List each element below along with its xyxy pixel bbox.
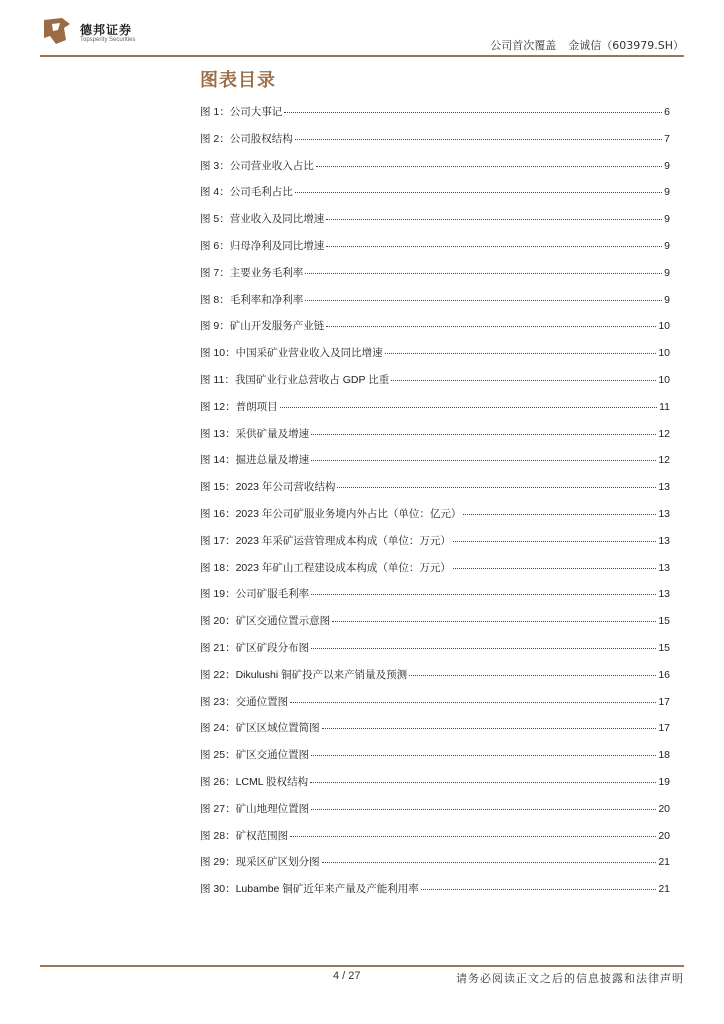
toc-entry[interactable] [200,426,670,453]
toc-entry-label: 图 6：归母净利及同比增速 [200,239,325,252]
toc-dot-leader [311,459,656,461]
company-ticker: 金诚信（603979.SH） [568,39,684,52]
page-number: 4 / 27 [333,970,361,982]
toc-dot-leader [311,433,656,435]
toc-entry[interactable] [200,828,670,855]
logo-name: 德邦证券 [80,23,133,37]
toc-entry[interactable] [200,479,670,506]
toc-dot-leader [305,299,662,301]
header-divider [40,55,684,57]
toc-entry-label: 图 21：矿区矿段分布图 [200,641,310,654]
toc-dot-leader [295,191,662,193]
toc-dot-leader [311,647,656,649]
toc-entry-page: 10 [658,373,670,386]
toc-entry-label: 图 20：矿区交通位置示意图 [200,615,331,628]
toc-entry[interactable] [200,158,670,185]
toc-entry[interactable] [200,720,670,747]
toc-dot-leader [290,835,656,837]
footer-divider [40,965,684,967]
toc-entry-label: 图 2：公司股权结构 [200,132,293,145]
toc-entry-label: 图 29：现采区矿区划分图 [200,856,320,869]
toc-entry-page: 15 [658,641,670,654]
toc-entry-page: 7 [664,132,670,145]
toc-entry-page: 6 [664,106,670,118]
toc-entry-page: 21 [658,856,670,869]
toc-entry-label: 图 22：Dikulushi 铜矿投产以来产销量及预测 [200,668,408,681]
toc-entry-page: 15 [658,615,670,628]
toc-entry-page: 10 [658,320,670,333]
header-doc-info [490,37,684,53]
toc-entry-label: 图 7：主要业务毛利率 [200,266,304,279]
toc-entry-page: 19 [658,775,670,788]
toc-entry[interactable] [200,747,670,774]
toc-dot-leader [391,379,656,381]
toc-entry-page: 9 [664,293,670,306]
toc-entry-page: 13 [658,507,670,520]
toc-entry[interactable] [200,506,670,533]
toc-entry[interactable] [200,104,670,131]
toc-entry[interactable] [200,292,670,319]
toc-entry-page: 10 [658,347,670,360]
toc-entry-label: 图 28：矿权范围图 [200,829,289,842]
toc-entry[interactable] [200,399,670,426]
toc-title: 图表目录 [200,70,276,91]
toc-dot-leader [311,808,656,810]
toc-entry-label: 图 26：LCML 股权结构 [200,775,309,788]
toc-entry-label: 图 16：2023 年公司矿服业务境内外占比（单位：亿元） [200,507,462,520]
toc-dot-leader [316,165,662,167]
toc-entry-label: 图 19：公司矿服毛利率 [200,588,310,601]
figure-toc-list [200,104,670,908]
toc-dot-leader [453,540,656,542]
toc-entry-page: 13 [658,588,670,601]
toc-dot-leader [295,138,662,140]
toc-entry[interactable] [200,667,670,694]
toc-entry-label: 图 10：中国采矿业营业收入及同比增速 [200,347,383,360]
toc-entry[interactable] [200,211,670,238]
toc-entry-label: 图 30：Lubambe 铜矿近年来产量及产能利用率 [200,883,419,896]
toc-entry-page: 9 [664,186,670,199]
toc-dot-leader [409,674,656,676]
toc-dot-leader [421,888,657,890]
toc-dot-leader [284,111,662,113]
toc-entry[interactable] [200,694,670,721]
toc-entry-label: 图 27：矿山地理位置图 [200,802,310,815]
toc-entry-page: 12 [658,427,670,440]
toc-entry-page: 18 [658,749,670,762]
toc-entry[interactable] [200,801,670,828]
toc-entry-label: 图 12：普朗项目 [200,400,278,413]
toc-dot-leader [322,861,657,863]
toc-entry[interactable] [200,318,670,345]
toc-entry-label: 图 8：毛利率和净利率 [200,293,304,306]
toc-entry-page: 16 [658,668,670,681]
toc-entry[interactable] [200,265,670,292]
toc-entry[interactable] [200,131,670,158]
toc-entry-page: 20 [658,829,670,842]
toc-entry-label: 图 15：2023 年公司营收结构 [200,481,336,494]
toc-dot-leader [290,701,656,703]
toc-entry-page: 11 [659,400,670,413]
disclaimer-note: 请务必阅读正文之后的信息披露和法律声明 [456,972,684,985]
toc-entry-label: 图 9：矿山开发服务产业链 [200,320,325,333]
toc-dot-leader [310,781,656,783]
toc-entry[interactable] [200,640,670,667]
toc-entry-page: 9 [664,213,670,226]
toc-entry-page: 9 [664,266,670,279]
toc-dot-leader [305,272,662,274]
toc-entry-label: 图 5：营业收入及同比增速 [200,213,325,226]
toc-entry-page: 9 [664,159,670,172]
toc-entry-page: 20 [658,802,670,815]
toc-dot-leader [463,513,656,515]
toc-entry-label: 图 1：公司大事记 [200,106,283,118]
toc-entry-page: 17 [658,695,670,708]
toc-dot-leader [326,325,656,327]
toc-entry-label: 图 25：矿区交通位置图 [200,749,310,762]
toc-entry-page: 9 [664,239,670,252]
toc-entry-page: 21 [658,883,670,896]
toc-entry-page: 13 [658,481,670,494]
toc-dot-leader [311,754,656,756]
toc-entry-label: 图 11：我国矿业行业总营收占 GDP 比重 [200,373,390,386]
toc-dot-leader [280,406,657,408]
toc-entry-page: 13 [658,534,670,547]
toc-entry-label: 图 3：公司营业收入占比 [200,159,314,172]
doc-type: 公司首次覆盖 [490,39,557,52]
toc-entry[interactable] [200,372,670,399]
toc-entry-label: 图 23：交通位置图 [200,695,289,708]
toc-dot-leader [332,620,656,622]
toc-entry-label: 图 24：矿区区域位置简图 [200,722,320,735]
toc-entry-label: 图 14：掘进总量及增速 [200,454,310,467]
toc-dot-leader [311,593,656,595]
toc-entry[interactable] [200,560,670,587]
toc-entry[interactable] [200,774,670,801]
toc-dot-leader [322,727,657,729]
toc-entry[interactable] [200,238,670,265]
toc-dot-leader [385,352,657,354]
toc-dot-leader [337,486,656,488]
toc-entry[interactable] [200,586,670,613]
toc-entry-label: 图 13：采供矿量及增速 [200,427,310,440]
toc-entry-label: 图 17：2023 年采矿运营管理成本构成（单位：万元） [200,534,451,547]
toc-dot-leader [326,245,662,247]
toc-entry-page: 13 [658,561,670,574]
toc-entry-page: 17 [658,722,670,735]
toc-entry[interactable] [200,184,670,211]
logo-mark-icon [40,14,74,48]
toc-entry[interactable] [200,452,670,479]
toc-entry[interactable] [200,345,670,372]
logo-subtitle: Topsperity Securities [80,37,136,43]
toc-entry[interactable] [200,533,670,560]
toc-entry[interactable] [200,881,670,908]
toc-dot-leader [326,218,662,220]
toc-entry-label: 图 4：公司毛利占比 [200,186,293,199]
toc-entry-label: 图 18：2023 年矿山工程建设成本构成（单位：万元） [200,561,451,574]
company-logo [40,14,170,52]
toc-dot-leader [453,567,656,569]
toc-entry-page: 12 [658,454,670,467]
toc-entry[interactable] [200,854,670,881]
toc-entry[interactable] [200,613,670,640]
